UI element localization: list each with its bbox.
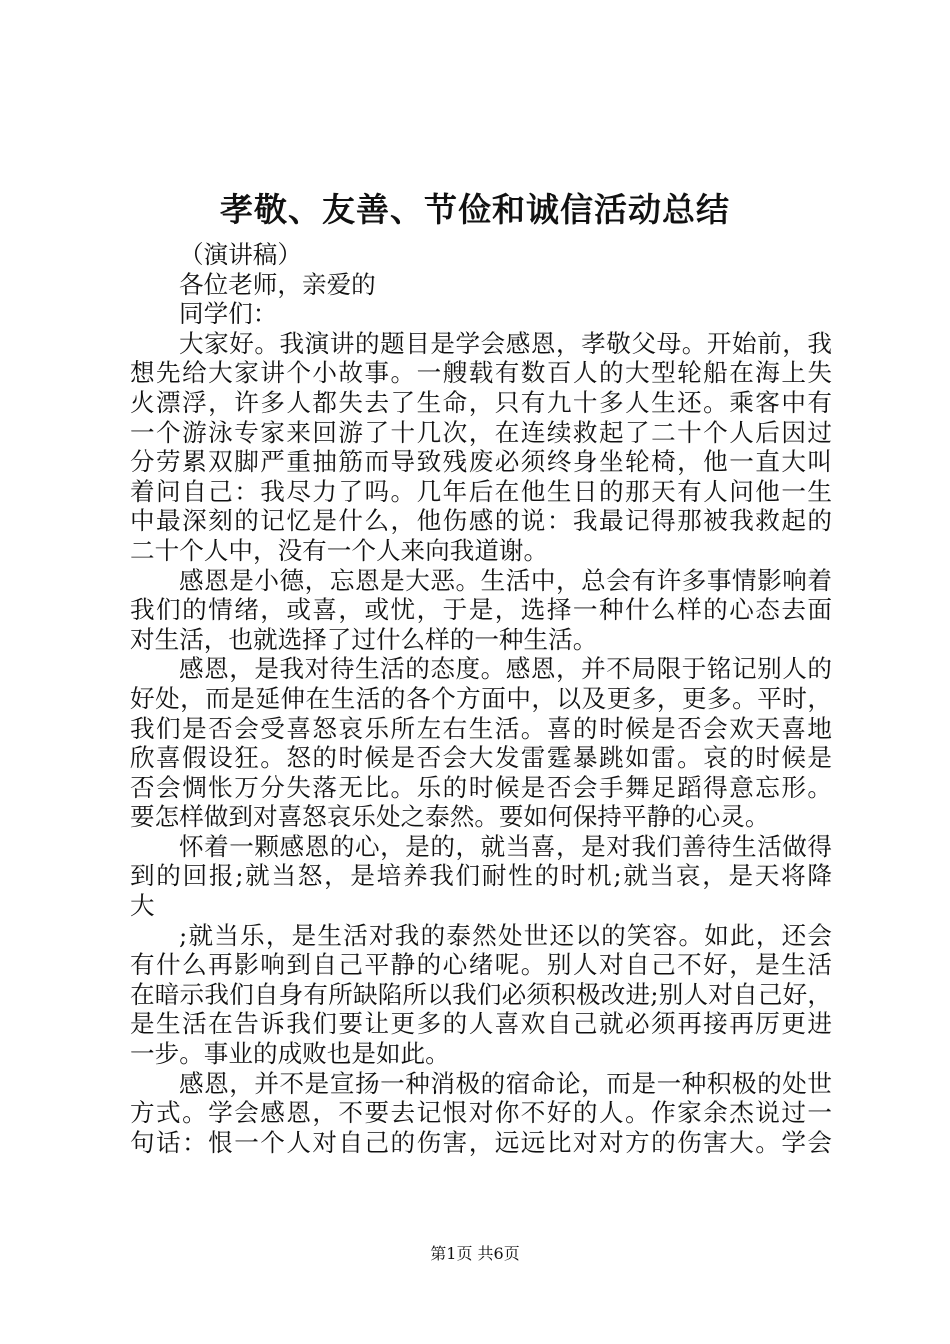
text-line: 大 bbox=[130, 891, 155, 921]
text-line: 同学们： bbox=[179, 299, 278, 329]
document-body bbox=[130, 240, 832, 1157]
document-title: 孝敬、友善、节俭和诚信活动总结 bbox=[220, 190, 730, 229]
text-line: 感恩，并不是宣扬一种消极的宿命论，而是一种积极的处世 bbox=[179, 1068, 832, 1098]
text-line: 二十个人中，没有一个人来向我道谢。 bbox=[130, 535, 549, 565]
text-line: 感恩是小德，忘恩是大恶。生活中，总会有许多事情影响着 bbox=[179, 565, 832, 595]
text-line: 句话：恨一个人对自己的伤害，远远比对对方的伤害大。学会 bbox=[130, 1127, 832, 1157]
text-line: 方式。学会感恩，不要去记恨对你不好的人。作家余杰说过一 bbox=[130, 1098, 832, 1128]
text-line: 一个游泳专家来回游了十几次，在连续救起了二十个人后因过 bbox=[130, 417, 832, 447]
text-line: 想先给大家讲个小故事。一艘载有数百人的大型轮船在海上失 bbox=[130, 358, 832, 388]
text-line: 分劳累双脚严重抽筋而导致残废必须终身坐轮椅，他一直大叫 bbox=[130, 447, 832, 477]
text-line: 各位老师，亲爱的 bbox=[179, 269, 376, 299]
text-line: 感恩，是我对待生活的态度。感恩，并不局限于铭记别人的 bbox=[179, 654, 832, 684]
text-line: （演讲稿） bbox=[179, 240, 302, 269]
page-footer: 第1页 共6页 bbox=[430, 1244, 520, 1263]
text-line: 是生活在告诉我们要让更多的人喜欢自己就必须再接再厉更进 bbox=[130, 1009, 832, 1039]
text-line: 在暗示我们自身有所缺陷所以我们必须积极改进;别人对自己好， bbox=[130, 979, 832, 1009]
text-line: 我们的情绪，或喜，或忧，于是，选择一种什么样的心态去面 bbox=[130, 595, 832, 625]
text-line: 大家好。我演讲的题目是学会感恩，孝敬父母。开始前，我 bbox=[179, 328, 832, 358]
text-line: 欣喜假设狂。怒的时候是否会大发雷霆暴跳如雷。哀的时候是 bbox=[130, 743, 832, 773]
text-line: 要怎样做到对喜怒哀乐处之泰然。要如何保持平静的心灵。 bbox=[130, 802, 770, 832]
text-line: 怀着一颗感恩的心，是的，就当喜，是对我们善待生活做得 bbox=[179, 831, 832, 861]
text-line: 到的回报;就当怒，是培养我们耐性的时机;就当哀，是天将降 bbox=[130, 861, 832, 891]
text-line: 中最深刻的记忆是什么，他伤感的说：我最记得那被我救起的 bbox=[130, 506, 832, 536]
text-line: 对生活，也就选择了过什么样的一种生活。 bbox=[130, 624, 598, 654]
text-line: 着问自己：我尽力了吗。几年后在他生日的那天有人问他一生 bbox=[130, 476, 832, 506]
text-line: 好处，而是延伸在生活的各个方面中，以及更多，更多。平时， bbox=[130, 683, 832, 713]
text-line: 一步。事业的成败也是如此。 bbox=[130, 1039, 450, 1069]
text-line: ;就当乐，是生活对我的泰然处世还以的笑容。如此，还会 bbox=[179, 920, 832, 950]
text-line: 否会惆怅万分失落无比。乐的时候是否会手舞足蹈得意忘形。 bbox=[130, 772, 832, 802]
text-line: 我们是否会受喜怒哀乐所左右生活。喜的时候是否会欢天喜地 bbox=[130, 713, 832, 743]
text-line: 火漂浮，许多人都失去了生命，只有九十多人生还。乘客中有 bbox=[130, 387, 832, 417]
text-line: 有什么再影响到自己平静的心绪呢。别人对自己不好，是生活 bbox=[130, 950, 832, 980]
